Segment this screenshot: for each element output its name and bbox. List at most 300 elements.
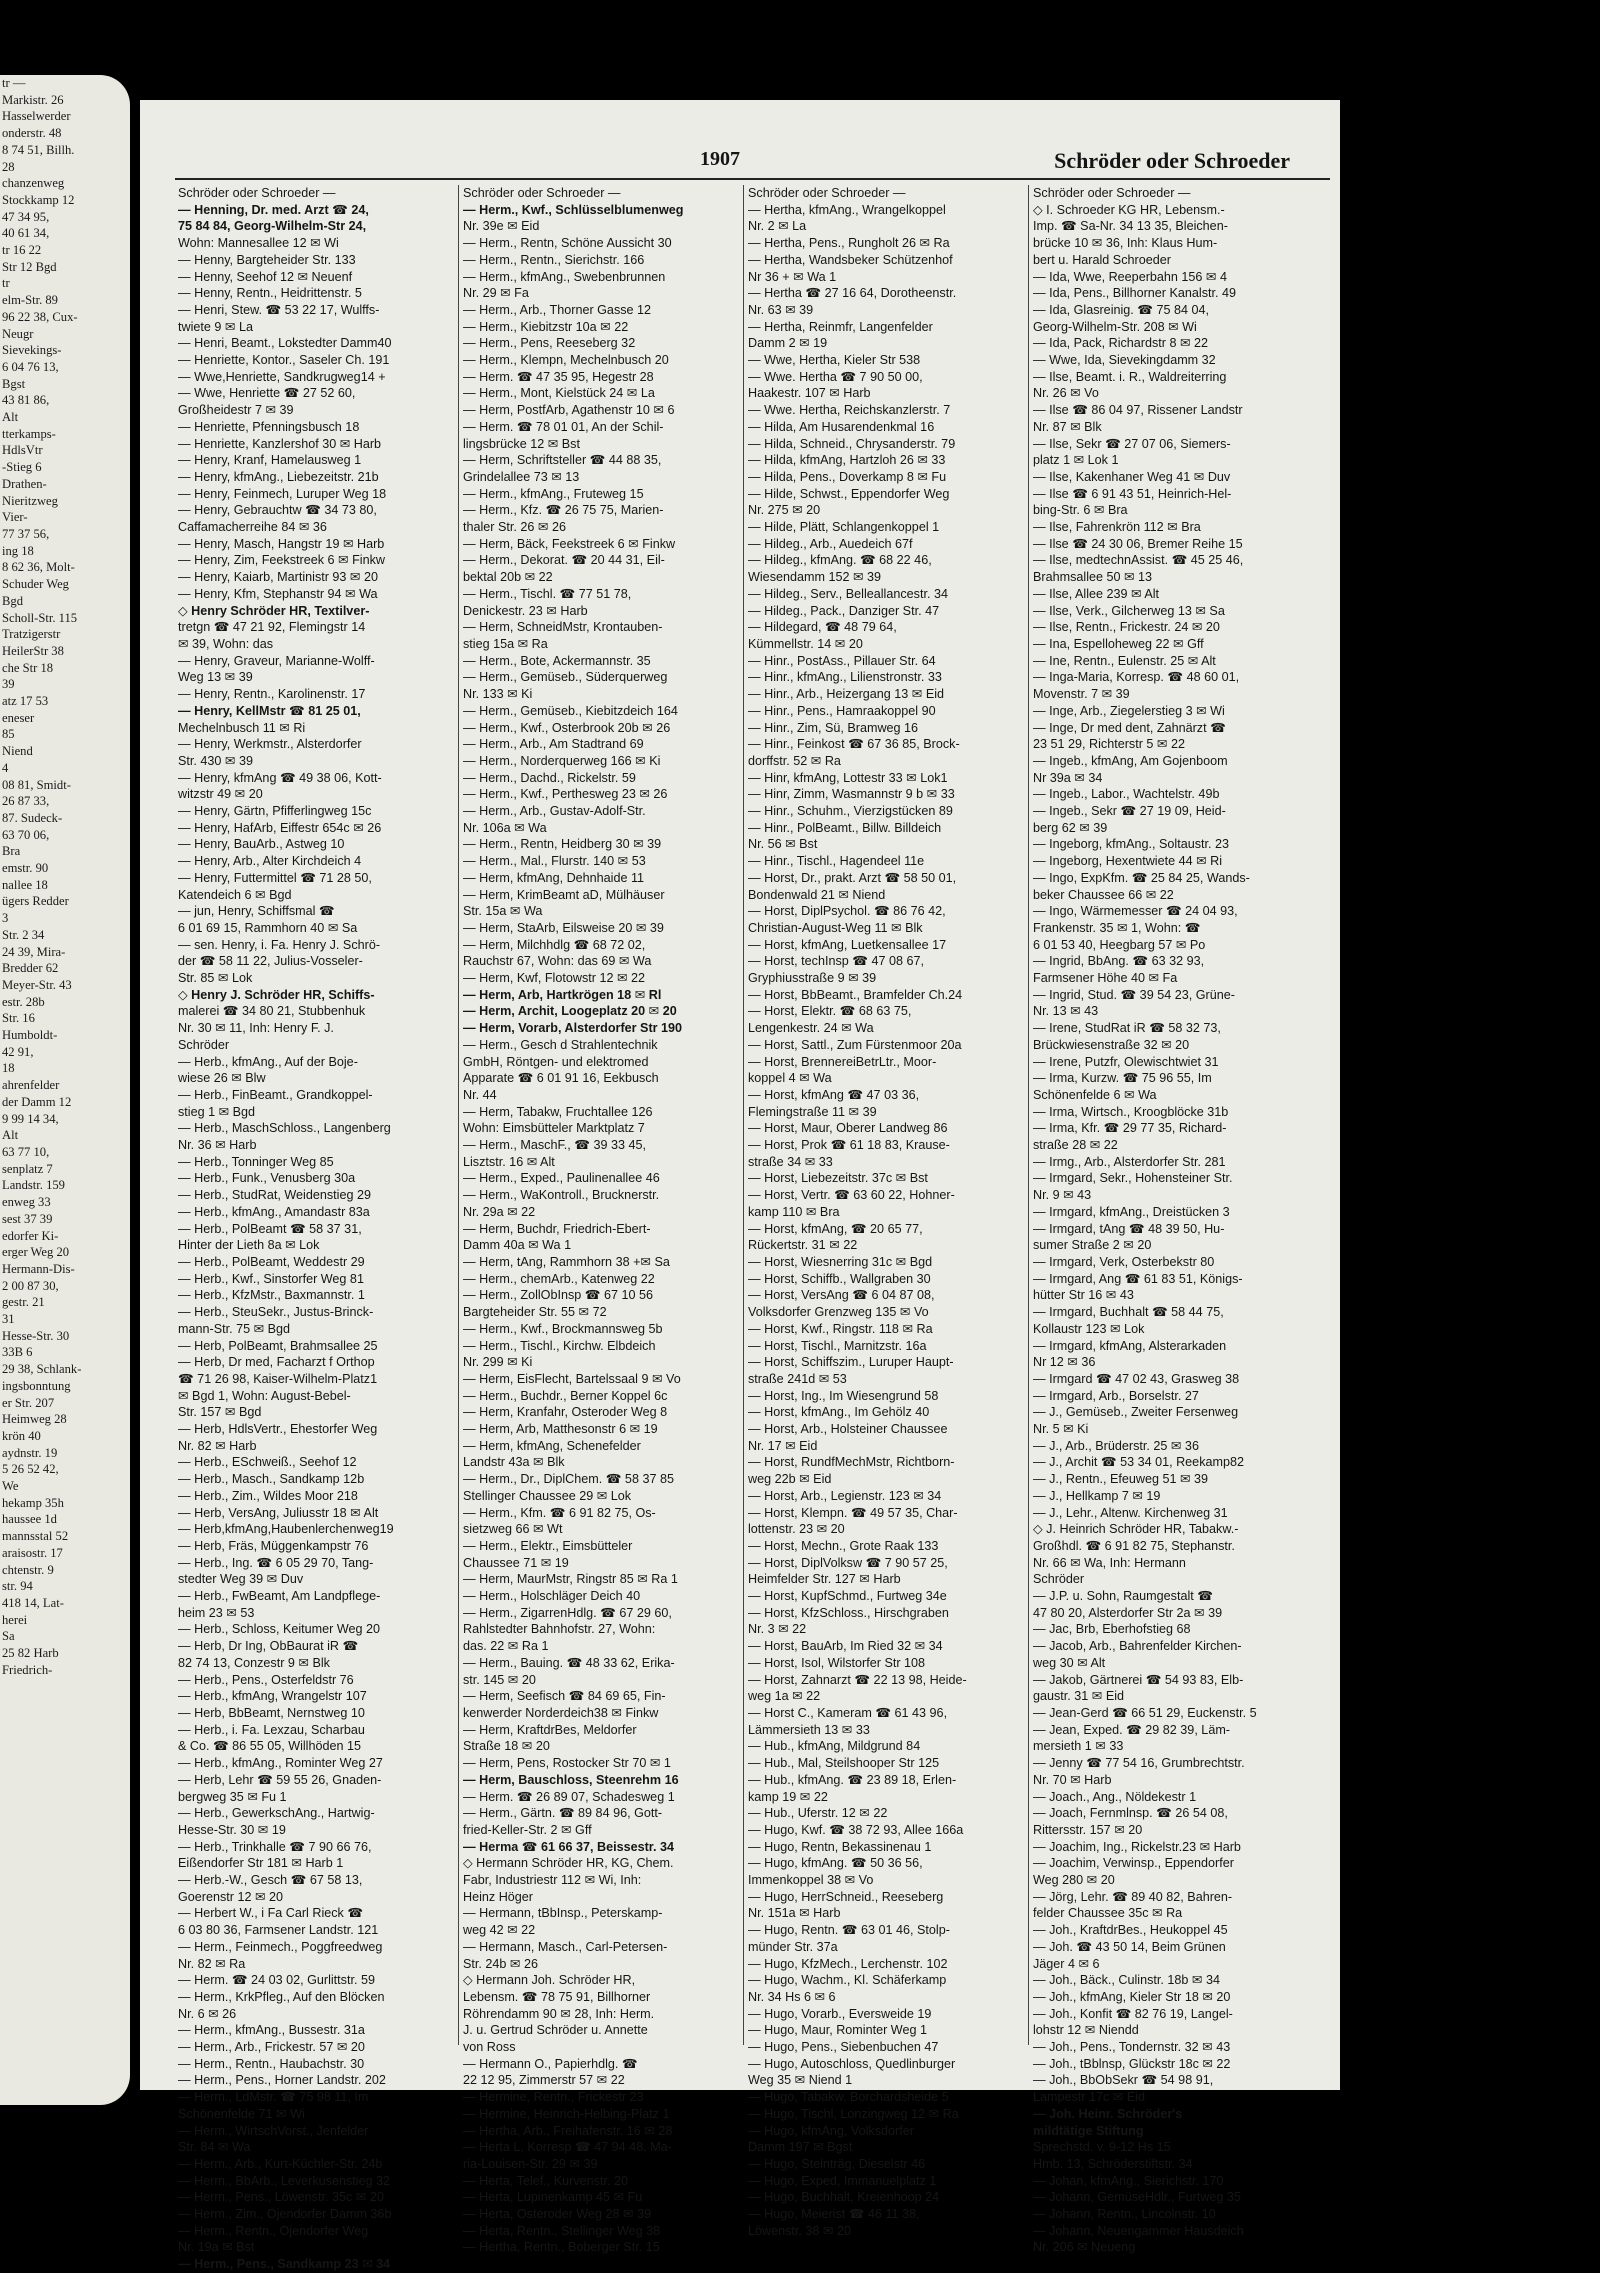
left-page-fragment: 18 xyxy=(2,1061,15,1076)
directory-entry-line: — Hugo, kfmAng, Volksdorfer xyxy=(748,2123,914,2138)
directory-entry-line: 82 74 13, Conzestr 9 ✉ Blk xyxy=(178,1655,330,1670)
directory-entry-line: — Herm, PostfArb, Agathenstr 10 ✉ 6 xyxy=(463,403,675,418)
running-head: Schröder oder Schroeder xyxy=(1054,148,1290,173)
left-page-fragment: chanzenweg xyxy=(2,176,65,191)
directory-entry-line: Katendeich 6 ✉ Bgd xyxy=(178,887,292,902)
directory-entry-line: J. u. Gertrud Schröder u. Annette xyxy=(463,2023,648,2038)
left-page-fragment: 42 91, xyxy=(2,1044,34,1059)
directory-entry-line: Damm 2 ✉ 19 xyxy=(748,336,828,351)
directory-entry-line: Wohn: Eimsbütteler Marktplatz 7 xyxy=(463,1121,645,1136)
directory-entry-line: — Henry, KellMstr ☎ 81 25 01, xyxy=(178,703,361,718)
directory-entry-line: — Herm, Vorarb, Alsterdorfer Str 190 xyxy=(463,1021,683,1036)
directory-entry-line: — Hertha, Reinmfr, Langenfelder xyxy=(748,319,933,334)
directory-entry-line: — Hertha, Wandsbeker Schützenhof xyxy=(748,252,953,267)
left-page-fragment: araisostr. 17 xyxy=(2,1545,63,1560)
directory-entry-line: Nr. 82 ✉ Ra xyxy=(178,1956,246,1971)
directory-entry-line: Haakestr. 107 ✉ Harb xyxy=(748,386,871,401)
directory-entry-line: — Herm. ☎ 78 01 01, An der Schil- xyxy=(463,419,664,434)
directory-entry-line: sumer Straße 2 ✉ 20 xyxy=(1033,1238,1152,1253)
directory-entry-line: 6 01 69 15, Rammhorn 40 ✉ Sa xyxy=(178,920,358,935)
directory-entry-line: bergweg 35 ✉ Fu 1 xyxy=(178,1789,287,1804)
directory-entry-line: Nr 36 + ✉ Wa 1 xyxy=(748,269,837,284)
directory-entry-line: Nr. 87 ✉ Blk xyxy=(1033,419,1102,434)
left-page-fragment: -Stieg 6 xyxy=(2,460,42,475)
directory-entry-line: — Herm., Gesch d Strahlentechnik xyxy=(463,1037,658,1052)
directory-entry-line: — Hinr., PolBeamt., Billw. Billdeich xyxy=(748,820,942,835)
directory-entry-line: — Herm. ☎ 26 89 07, Schadesweg 1 xyxy=(463,1789,675,1804)
directory-entry-line: ◇ I. Schroeder KG HR, Lebensm.- xyxy=(1033,202,1225,217)
directory-entry-line: Wiesendamm 152 ✉ 39 xyxy=(748,570,882,585)
directory-entry-line: — Irmgard, Buchhalt ☎ 58 44 75, xyxy=(1033,1305,1224,1320)
directory-entry-line: — Herm., Arb., Frickestr. 57 ✉ 20 xyxy=(178,2040,365,2055)
directory-entry-line: Nr. 5 ✉ Ki xyxy=(1033,1422,1089,1437)
directory-entry-line: — Hugo, Vorarb., Eversweide 19 xyxy=(748,2006,932,2021)
directory-entry-line: — Herb., PolBeamt ☎ 58 37 31, xyxy=(178,1221,362,1236)
directory-entry-line: — Ilse, Allee 239 ✉ Alt xyxy=(1033,586,1160,601)
directory-entry-line: — Henning, Dr. med. Arzt ☎ 24, xyxy=(178,202,369,217)
directory-entry-line: & Co. ☎ 86 55 05, Willhöden 15 xyxy=(178,1739,362,1754)
directory-entry-line: — Wwe. Hertha ☎ 7 90 50 00, xyxy=(748,369,923,384)
directory-entry-line: — Ilse, Verk., Gilcherweg 13 ✉ Sa xyxy=(1033,603,1225,618)
directory-entry-line: — Irmgard, kfmAng., Dreistücken 3 xyxy=(1033,1204,1230,1219)
directory-entry-line: — Hugo, Kwf. ☎ 38 72 93, Allee 166a xyxy=(748,1822,964,1837)
directory-entry-line: — Herm., Feinmech., Poggfreedweg xyxy=(178,1939,383,1954)
directory-entry-line: — Herb., Schloss, Keitumer Weg 20 xyxy=(178,1622,381,1637)
directory-entry-line: — Horst, Schiffszim., Luruper Haupt- xyxy=(748,1355,954,1370)
directory-entry-line: — Ingo, ExpKfm. ☎ 25 84 25, Wands- xyxy=(1033,870,1250,885)
directory-entry-line: — Ilse, Sekr ☎ 27 07 06, Siemers- xyxy=(1033,436,1231,451)
directory-entry-line: — Henriette, Pfenningsbusch 18 xyxy=(178,419,360,434)
left-page-fragment: elm-Str. 89 xyxy=(2,293,58,308)
directory-entry-line: Nr. 63 ✉ 39 xyxy=(748,302,814,317)
directory-entry-line: Nr. 39e ✉ Eid xyxy=(463,219,540,234)
left-page-fragment: Stockkamp 12 xyxy=(2,192,75,207)
directory-entry-line: — Johann, GemüseHdlr., Furtweg 35 xyxy=(1033,2190,1241,2205)
directory-entry-line: — jun, Henry, Schiffsmal ☎ xyxy=(178,904,335,919)
directory-entry-line: — Hinr., Zim, Sü, Bramweg 16 xyxy=(748,720,919,735)
directory-entry-line: — Henry, Gebrauchtw ☎ 34 73 80, xyxy=(178,503,377,518)
directory-entry-line: — Herm., KrkPfleg., Auf den Blöcken xyxy=(178,1989,385,2004)
directory-entry-line: Apparate ☎ 6 01 91 16, Eekbusch xyxy=(463,1071,659,1086)
directory-entry-line: Großhdl. ☎ 6 91 82 75, Stephanstr. xyxy=(1033,1538,1235,1553)
directory-entry-line: — Wwe. Hertha, Reichskanzlerstr. 7 xyxy=(748,403,951,418)
left-page-fragment: 29 38, Schlank- xyxy=(2,1362,82,1377)
directory-entry-line: mersieth 1 ✉ 33 xyxy=(1033,1739,1124,1754)
directory-entry-line: — Henry, Werkmstr., Alsterdorfer xyxy=(178,737,362,752)
directory-entry-line: — Herb., ESchweiß., Seehof 12 xyxy=(178,1455,357,1470)
directory-entry-line: — Horst, Arb., Holsteiner Chaussee xyxy=(748,1422,948,1437)
directory-entry-line: — Horst, Liebezeitstr. 37c ✉ Bst xyxy=(748,1171,928,1186)
left-page-fragment: Bgd xyxy=(2,593,23,608)
directory-entry-line: — Horst, Elektr. ☎ 68 63 75, xyxy=(748,1004,912,1019)
directory-entry-line: Weg 13 ✉ 39 xyxy=(178,670,253,685)
directory-entry-line: — Hilda, Pens., Doverkamp 8 ✉ Fu xyxy=(748,469,947,484)
left-page-fragment: hekamp 35h xyxy=(2,1495,64,1510)
directory-entry-line: mildtätige Stiftung xyxy=(1033,2123,1144,2138)
directory-entry-line: Farmsener Höhe 40 ✉ Fa xyxy=(1033,971,1178,986)
directory-entry-line: — Jenny ☎ 77 54 16, Grumbrechtstr. xyxy=(1033,1756,1245,1771)
directory-entry-line: ☎ 71 26 98, Kaiser-Wilhelm-Platz1 xyxy=(178,1371,378,1386)
directory-entry-line: — Joh., Pens., Tondernstr. 32 ✉ 43 xyxy=(1033,2040,1231,2055)
directory-entry-line: hütter Str 16 ✉ 43 xyxy=(1033,1288,1134,1303)
directory-entry-line: — Herb., SteuSekr., Justus-Brinck- xyxy=(178,1305,374,1320)
directory-entry-line: Nr. 3 ✉ 22 xyxy=(748,1622,807,1637)
directory-entry-line: wiese 26 ✉ Blw xyxy=(178,1071,266,1086)
directory-entry-line: — Hugo, Autoschloss, Quedlinburger xyxy=(748,2056,956,2071)
left-page-fragment: 47 34 95, xyxy=(2,209,50,224)
directory-entry-line: — Hugo, Pens., Siebenbuchen 47 xyxy=(748,2040,939,2055)
directory-entry-line: — Inge, Arb., Ziegelerstieg 3 ✉ Wi xyxy=(1033,703,1225,718)
directory-entry-line: ✉ Bgd 1, Wohn: August-Bebel- xyxy=(178,1388,351,1403)
left-page-fragment: 63 77 10, xyxy=(2,1145,50,1159)
directory-entry-line: — Herb, Lehr ☎ 59 55 26, Gnaden- xyxy=(178,1772,382,1787)
directory-entry-line: — Herm, Buchdr, Friedrich-Ebert- xyxy=(463,1221,651,1236)
directory-entry-line: — Ingrid, Stud. ☎ 39 54 23, Grüne- xyxy=(1033,987,1235,1002)
directory-entry-line: — Herm., Kiebitzstr 10a ✉ 22 xyxy=(463,319,629,334)
directory-entry-line: Nr 39a ✉ 34 xyxy=(1033,770,1103,785)
left-page-fragment: chtenstr. 9 xyxy=(2,1562,54,1577)
directory-entry-line: Weg 35 ✉ Niend 1 xyxy=(748,2073,853,2088)
directory-entry-line: — Ingeb., Labor., Wachtelstr. 49b xyxy=(1033,787,1220,802)
directory-entry-line: — Ilse, Beamt. i. R., Waldreiterring xyxy=(1033,369,1227,384)
left-page-fragment: 87. Sudeck- xyxy=(2,810,63,825)
directory-entry-line: — Horst, Isol, Wilstorfer Str 108 xyxy=(748,1655,926,1670)
directory-entry-line: Nr. 36 ✉ Harb xyxy=(178,1138,257,1153)
directory-entry-line: — Hilda, Schneid., Chrysanderstr. 79 xyxy=(748,436,956,451)
directory-entry-line: — Irma, Kfr. ☎ 29 77 35, Richard- xyxy=(1033,1121,1227,1136)
directory-entry-line: — Henry, Masch, Hangstr 19 ✉ Harb xyxy=(178,536,385,551)
left-page-fragment: Vier- xyxy=(2,510,28,525)
directory-entry-line: Rittersstr. 157 ✉ 20 xyxy=(1033,1822,1143,1837)
directory-entry-line: ✉ 39, Wohn: das xyxy=(178,636,274,651)
left-page-fragment: 33B 6 xyxy=(2,1345,33,1360)
directory-entry-line: tretgn ☎ 47 21 92, Flemingstr 14 xyxy=(178,620,366,635)
directory-entry-line: — Jean-Gerd ☎ 66 51 29, Euckenstr. 5 xyxy=(1033,1705,1257,1720)
directory-entry-line: — Herb., FinBeamt., Grandkoppel- xyxy=(178,1087,373,1102)
directory-entry-line: — Herm., Rentn., Ojendorfer Weg xyxy=(178,2223,369,2238)
directory-entry-line: — Herb, HdlsVertr., Ehestorfer Weg xyxy=(178,1422,378,1437)
directory-entry-line: Rauchstr 67, Wohn: das 69 ✉ Wa xyxy=(463,954,652,969)
directory-entry-line: — J., Hellkamp 7 ✉ 19 xyxy=(1033,1488,1161,1503)
directory-entry-line: — Joach, Fernmlnsp. ☎ 26 54 08, xyxy=(1033,1806,1228,1821)
directory-entry-line: — Herm, KraftdrBes, Meldorfer xyxy=(463,1722,637,1737)
left-page-fragment: 40 61 34, xyxy=(2,226,50,241)
left-page-fragment: 85 xyxy=(2,727,15,742)
directory-entry-line: mann-Str. 75 ✉ Bgd xyxy=(178,1321,291,1336)
directory-entry-line: — Johan, kfmAng., Sierichstr. 170 xyxy=(1033,2173,1224,2188)
directory-entry-line: — Ina, Espelloheweg 22 ✉ Gff xyxy=(1033,636,1204,651)
directory-entry-line: Gryphiusstraße 9 ✉ 39 xyxy=(748,971,877,986)
left-page-fragment: str. 94 xyxy=(2,1579,33,1594)
directory-entry-line: — Irma, Wirtsch., Kroogblöcke 31b xyxy=(1033,1104,1229,1119)
directory-entry-line: ria-Louisen-Str. 29 ✉ 39 xyxy=(463,2156,598,2171)
left-page-fragment: HeilerStr 38 xyxy=(2,643,64,658)
directory-entry-line: — Herm., Pens., Löwenstr. 35c ✉ 20 xyxy=(178,2190,384,2205)
directory-entry-line: — Wwe,Henriette, Sandkrugweg14 + xyxy=(178,369,386,384)
directory-entry-line: — Joach., Ang., Nöldekestr 1 xyxy=(1033,1789,1197,1804)
directory-entry-line: — Herm, tAng, Rammhorn 38 +✉ Sa xyxy=(463,1255,670,1269)
left-page-fragment: Markistr. 26 xyxy=(2,92,64,107)
left-page-fragment: 77 37 56, xyxy=(2,526,50,541)
directory-entry-line: Nr. 206 ✉ Neueng xyxy=(1033,2240,1136,2255)
directory-entry-line: — Horst, Schiffb., Wallgraben 30 xyxy=(748,1271,931,1286)
directory-entry-line: — Herm, Schriftsteller ☎ 44 88 35, xyxy=(463,453,662,468)
directory-entry-line: ◇ Hermann Schröder HR, KG, Chem. xyxy=(463,1856,674,1871)
directory-entry-line: — Herm., Kfm. ☎ 6 91 82 75, Os- xyxy=(463,1505,656,1520)
directory-entry-line: stieg 1 ✉ Bgd xyxy=(178,1104,256,1119)
directory-entry-line: Lämmersieth 13 ✉ 33 xyxy=(748,1722,870,1737)
directory-entry-line: Röhrendamm 90 ✉ 28, Inh: Herm. xyxy=(463,2006,655,2021)
directory-entry-line: — Hilda, kfmAng, Hartzloh 26 ✉ 33 xyxy=(748,453,946,468)
directory-entry-line: — Hugo, kfmAng. ☎ 50 36 56, xyxy=(748,1856,923,1871)
directory-entry-line: Volksdorfer Grenzweg 135 ✉ Vo xyxy=(748,1305,929,1320)
directory-entry-line: — Hildeg., Serv., Belleallancestr. 34 xyxy=(748,586,948,601)
directory-entry-line: — Joh. Heinr. Schröder's xyxy=(1033,2106,1183,2121)
directory-entry-line: straße 34 ✉ 33 xyxy=(748,1154,833,1169)
left-page-fragment: Bredder 62 xyxy=(2,961,59,976)
directory-entry-line: — Hugo, Exped, Immanuelplatz 1 xyxy=(748,2173,937,2188)
directory-entry-line: — Herb, VersAng, Juliusstr 18 ✉ Alt xyxy=(178,1505,379,1520)
directory-entry-line: — Henny, Bargteheider Str. 133 xyxy=(178,252,356,267)
directory-entry-line: — Herm., WaKontroll., Brucknerstr. xyxy=(463,1188,660,1203)
left-page-fragment: erger Weg 20 xyxy=(2,1245,70,1260)
left-page-fragment: ahrenfelder xyxy=(2,1078,60,1093)
directory-entry-line: dorffstr. 52 ✉ Ra xyxy=(748,753,841,768)
directory-entry-line: ◇ Hermann Joh. Schröder HR, xyxy=(463,1973,636,1988)
directory-entry-line: Eißendorfer Str 181 ✉ Harb 1 xyxy=(178,1856,344,1871)
left-page-fragment: nallee 18 xyxy=(2,877,48,892)
directory-entry-line: Schröder xyxy=(178,1037,230,1052)
left-page-fragment: enweg 33 xyxy=(2,1195,51,1210)
directory-entry-line: — Herm., ZollObInsp ☎ 67 10 56 xyxy=(463,1288,653,1303)
left-page-fragment: tr — xyxy=(2,76,26,90)
directory-entry-line: 47 80 20, Alsterdorfer Str 2a ✉ 39 xyxy=(1033,1605,1223,1620)
directory-entry-line: — Henry, BauArb., Astweg 10 xyxy=(178,837,345,852)
directory-entry-line: Wohn: Mannesallee 12 ✉ Wi xyxy=(178,236,339,251)
directory-entry-line: Weg 280 ✉ 20 xyxy=(1033,1873,1115,1888)
directory-entry-line: — Herm., Kwf., Osterbrook 20b ✉ 26 xyxy=(463,720,671,735)
directory-entry-line: Schönenfelde 71 ✉ Wi xyxy=(178,2106,305,2121)
left-page-fragment: Hesse-Str. 30 xyxy=(2,1328,70,1343)
directory-entry-line: — Herm., Pens., Horner Landstr. 202 xyxy=(178,2073,386,2088)
directory-entry-line: — Hildegard, ☎ 48 79 64, xyxy=(748,620,897,635)
column-heading: Schröder oder Schroeder — xyxy=(1033,186,1191,200)
directory-column-2 xyxy=(463,185,743,2255)
directory-entry-line: — Herta, Lupinenkamp 45 ✉ Fu xyxy=(463,2190,643,2205)
left-page-fragment: 8 74 51, Billh. xyxy=(2,142,75,157)
directory-entry-line: felder Chaussee 35c ✉ Ra xyxy=(1033,1906,1183,1921)
directory-entry-line: — Herb., GewerkschAng., Hartwig- xyxy=(178,1806,375,1821)
directory-entry-line: GmbH, Röntgen- und elektromed xyxy=(463,1054,649,1069)
directory-entry-line: — Herb., kfmAng., Auf der Boje- xyxy=(178,1054,358,1069)
directory-columns xyxy=(178,185,1333,2272)
directory-entry-line: — Ingeborg, kfmAng., Soltaustr. 23 xyxy=(1033,837,1230,852)
directory-entry-line: — Horst, techInsp ☎ 47 08 67, xyxy=(748,954,924,969)
directory-entry-line: ◇ Henry Schröder HR, Textilver- xyxy=(178,603,370,618)
directory-entry-line: weg 22b ✉ Eid xyxy=(748,1472,832,1487)
directory-entry-line: — Herm., kfmAng., Bussestr. 31a xyxy=(178,2023,365,2038)
directory-entry-line: — Hinr, Zimm, Wasmannstr 9 b ✉ 33 xyxy=(748,787,955,802)
directory-entry-line: — Jac, Brb, Eberhofstieg 68 xyxy=(1033,1622,1191,1637)
left-page-fragment: Alt xyxy=(2,410,19,425)
directory-entry-line: Immenkoppel 38 ✉ Vo xyxy=(748,1873,874,1888)
directory-entry-line: — Irmgard, Sekr., Hohensteiner Str. xyxy=(1033,1171,1233,1186)
directory-entry-line: — J., Gemüseb., Zweiter Fersenweg xyxy=(1033,1405,1239,1420)
directory-entry-line: thaler Str. 26 ✉ 26 xyxy=(463,520,566,535)
left-page-fragment: gestr. 21 xyxy=(2,1295,45,1310)
directory-entry-line: — Horst, Kwf., Ringstr. 118 ✉ Ra xyxy=(748,1321,933,1336)
directory-entry-line: — Horst, Mechn., Grote Raak 133 xyxy=(748,1538,939,1553)
directory-entry-line: — Herm., Gärtn. ☎ 89 84 96, Gott- xyxy=(463,1806,663,1821)
left-page-fragment: aydnstr. 19 xyxy=(2,1445,58,1460)
directory-entry-line: Großheidestr 7 ✉ 39 xyxy=(178,403,294,418)
directory-entry-line: — Herm., Arb., Kurt-Küchler-Str. 24b xyxy=(178,2156,383,2171)
directory-page xyxy=(140,100,1340,2272)
directory-entry-line: — Herm., Dachd., Rickelstr. 59 xyxy=(463,770,636,785)
directory-entry-line: Schröder xyxy=(1033,1572,1085,1587)
directory-entry-line: — Herm., Rentn., Haubachstr. 30 xyxy=(178,2056,365,2071)
directory-entry-line: Nr. 6 ✉ 26 xyxy=(178,2006,237,2021)
left-page-fragment: estr. 28b xyxy=(2,994,45,1009)
directory-entry-line: — Hildeg., Pack., Danziger Str. 47 xyxy=(748,603,940,618)
directory-entry-line: von Ross xyxy=(463,2040,516,2055)
directory-entry-line: — Horst, BbBeamt., Bramfelder Ch.24 xyxy=(748,987,963,1002)
left-page-fragment: atz 17 53 xyxy=(2,694,49,709)
directory-entry-line: — Horst, KupfSchmd., Furtweg 34e xyxy=(748,1589,947,1604)
directory-entry-line: Nr. 299 ✉ Ki xyxy=(463,1355,533,1370)
directory-entry-line: — Herb., KfzMstr., Baxmannstr. 1 xyxy=(178,1288,365,1303)
directory-entry-line: — Hugo, Rentn. ☎ 63 01 46, Stolp- xyxy=(748,1923,950,1938)
directory-entry-line: — Herb., Funk., Venusberg 30a xyxy=(178,1171,356,1186)
directory-entry-line: — Hertha, Arb., Freihafenstr. 16 ✉ 28 xyxy=(463,2123,673,2138)
directory-entry-line: — Herm., Rentn, Heidberg 30 ✉ 39 xyxy=(463,837,662,852)
directory-entry-line: — Herb, Fräs, Müggenkampstr 76 xyxy=(178,1538,369,1553)
directory-entry-line: — Joh., kfmAng, Kieler Str 18 ✉ 20 xyxy=(1033,1989,1231,2004)
directory-entry-line: Nr. 133 ✉ Ki xyxy=(463,687,533,702)
directory-entry-line: Flemingstraße 11 ✉ 39 xyxy=(748,1104,877,1119)
directory-entry-line: — J.P. u. Sohn, Raumgestalt ☎ xyxy=(1033,1589,1213,1604)
left-page-fragment: sest 37 39 xyxy=(2,1211,53,1226)
left-page-fragment: er Str. 207 xyxy=(2,1395,55,1410)
directory-column-4 xyxy=(1033,185,1313,2255)
directory-entry-line: Nr. 9 ✉ 43 xyxy=(1033,1188,1092,1203)
directory-entry-line: — Herm., Holschläger Deich 40 xyxy=(463,1589,641,1604)
directory-entry-line: — Hugo, Meierist ☎ 46 11 38, xyxy=(748,2207,920,2222)
left-page-fragment: 418 14, Lat- xyxy=(2,1595,64,1610)
directory-entry-line: Christian-August-Weg 11 ✉ Blk xyxy=(748,920,923,935)
directory-entry-line: — Ida, Pack, Richardstr 8 ✉ 22 xyxy=(1033,336,1209,351)
directory-entry-line: Nr. 70 ✉ Harb xyxy=(1033,1772,1112,1787)
directory-entry-line: — Horst, VersAng ☎ 6 04 87 08, xyxy=(748,1288,935,1303)
directory-entry-line: Lebensm. ☎ 78 75 91, Billhorner xyxy=(463,1989,651,2004)
directory-entry-line: — Ida, Wwe, Reeperbahn 156 ✉ 4 xyxy=(1033,269,1227,284)
directory-entry-line: 23 51 29, Richterstr 5 ✉ 22 xyxy=(1033,737,1185,752)
directory-entry-line: — Wwe, Hertha, Kieler Str 538 xyxy=(748,353,921,368)
directory-entry-line: — Herm., kfmAng., Fruteweg 15 xyxy=(463,486,644,501)
left-page-fragment: 8 62 36, Molt- xyxy=(2,560,75,575)
directory-entry-line: Denickestr. 23 ✉ Harb xyxy=(463,603,588,618)
directory-entry-line: — Ilse, Rentn., Frickestr. 24 ✉ 20 xyxy=(1033,620,1220,635)
directory-entry-line: — Herb., Trinkhalle ☎ 7 90 66 76, xyxy=(178,1839,372,1854)
directory-entry-line: malerei ☎ 34 80 21, Stubbenhuk xyxy=(178,1004,366,1019)
directory-entry-line: koppel 4 ✉ Wa xyxy=(748,1071,832,1086)
directory-entry-line: — Jörg, Lehr. ☎ 89 40 82, Bahren- xyxy=(1033,1889,1233,1904)
left-page-fragment: onderstr. 48 xyxy=(2,126,62,141)
left-page-fragment: 24 39, Mira- xyxy=(2,944,66,959)
left-page-fragment: 63 70 06, xyxy=(2,827,50,842)
directory-entry-line: — Johann, Rentn., Lincolnstr. 10 xyxy=(1033,2207,1216,2222)
directory-entry-line: — Ingeb., Sekr ☎ 27 19 09, Heid- xyxy=(1033,804,1226,819)
directory-entry-line: — Hertha ☎ 27 16 64, Dorotheenstr. xyxy=(748,286,957,301)
left-page-fragment: der Damm 12 xyxy=(2,1094,72,1109)
directory-entry-line: — Horst, kfmAng, ☎ 20 65 77, xyxy=(748,1221,923,1236)
directory-entry-line: Nr. 56 ✉ Bst xyxy=(748,837,818,852)
directory-entry-line: — Hertha, Pens., Rungholt 26 ✉ Ra xyxy=(748,236,950,251)
left-page-fragment: Hasselwerder xyxy=(2,109,71,124)
directory-entry-line: — Hermann, tBbInsp., Peterskamp- xyxy=(463,1906,663,1921)
directory-entry-line: — Herm., Exped., Paulinenallee 46 xyxy=(463,1171,660,1186)
directory-entry-line: — Ilse, medtechnAssist. ☎ 45 25 46, xyxy=(1033,553,1244,568)
directory-entry-line: Nr. 44 xyxy=(463,1087,497,1102)
directory-entry-line: — Horst, BrennereiBetrLtr., Moor- xyxy=(748,1054,937,1069)
left-page-fragment: Sievekings- xyxy=(2,343,62,358)
directory-entry-line: — Herm., Zim., Ojendorfer Damm 36b xyxy=(178,2207,392,2222)
directory-entry-line: — Horst, Klempn. ☎ 49 57 35, Char- xyxy=(748,1505,958,1520)
directory-entry-line: — Henri, Stew. ☎ 53 22 17, Wulffs- xyxy=(178,302,380,317)
directory-entry-line: berg 62 ✉ 39 xyxy=(1033,820,1108,835)
directory-entry-line: — Herm., Rentn, Schöne Aussicht 30 xyxy=(463,236,672,251)
directory-entry-line: — Joh. ☎ 43 50 14, Beim Grünen xyxy=(1033,1939,1226,1954)
directory-entry-line: — Herm, Kwf, Flotowstr 12 ✉ 22 xyxy=(463,971,646,986)
directory-entry-line: Nr 12 ✉ 36 xyxy=(1033,1355,1096,1370)
directory-entry-line: — Herm., Mont, Kielstück 24 ✉ La xyxy=(463,386,655,401)
directory-entry-line: Hesse-Str. 30 ✉ 19 xyxy=(178,1822,286,1837)
directory-entry-line: Hinter der Lieth 8a ✉ Lok xyxy=(178,1238,320,1253)
directory-entry-line: — Horst, Sattl., Zum Fürstenmoor 20a xyxy=(748,1037,962,1052)
directory-entry-line: Str. 84 ✉ Wa xyxy=(178,2140,251,2155)
left-page-fragment: ügers Redder xyxy=(2,894,69,909)
column-heading: Schröder oder Schroeder — xyxy=(748,186,906,200)
directory-entry-line: — Herb., Masch., Sandkamp 12b xyxy=(178,1472,365,1487)
directory-entry-line: — Herta, Rentn., Stellinger Weg 38 xyxy=(463,2223,661,2238)
directory-entry-line: — Henry, Feinmech, Luruper Weg 18 xyxy=(178,486,387,501)
left-page-fragment: Landstr. 159 xyxy=(2,1178,65,1193)
directory-entry-line: — Inga-Maria, Korresp. ☎ 48 60 01, xyxy=(1033,670,1240,685)
left-page-fragment: We xyxy=(2,1479,19,1494)
left-page-fragment: 2 00 87 30, xyxy=(2,1278,59,1293)
directory-entry-line: Hmb. 13, Schröderstiftstr. 34 xyxy=(1033,2156,1193,2171)
directory-entry-line: — Irmgard, kfmAng, Alsterarkaden xyxy=(1033,1338,1227,1353)
directory-entry-line: 6 01 53 40, Heegbarg 57 ✉ Po xyxy=(1033,937,1206,952)
directory-entry-line: — Hinr., Schuhm., Vierzigstücken 89 xyxy=(748,804,953,819)
left-page-fragment: Friedrich- xyxy=(2,1662,53,1677)
left-page-fragment: 96 22 38, Cux- xyxy=(2,309,78,324)
left-page-fragment: Str. 2 34 xyxy=(2,927,45,942)
directory-entry-line: — Wwe, Henriette ☎ 27 52 60, xyxy=(178,386,356,401)
directory-entry-line: — Irmgard, Verk, Osterbekstr 80 xyxy=(1033,1255,1215,1269)
directory-entry-line: weg 1a ✉ 22 xyxy=(748,1689,821,1704)
directory-entry-line: — J., Arb., Brüderstr. 25 ✉ 36 xyxy=(1033,1438,1199,1453)
directory-entry-line: — J., Archit ☎ 53 34 01, Reekamp82 xyxy=(1033,1455,1244,1470)
directory-entry-line: 75 84 84, Georg-Wilhelm-Str 24, xyxy=(178,219,367,234)
directory-entry-line: — Henry, kfmAng ☎ 49 38 06, Kott- xyxy=(178,770,382,785)
directory-entry-line: — Henny, Rentn., Heidrittenstr. 5 xyxy=(178,286,362,301)
directory-entry-line: Str. 85 ✉ Lok xyxy=(178,971,253,986)
directory-entry-line: ◇ Henry J. Schröder HR, Schiffs- xyxy=(178,987,375,1002)
left-page-fragment: Meyer-Str. 43 xyxy=(2,977,72,992)
directory-entry-line: weg 42 ✉ 22 xyxy=(463,1923,536,1938)
directory-entry-line: — Hugo, Rentn, Bekassinenau 1 xyxy=(748,1839,932,1854)
